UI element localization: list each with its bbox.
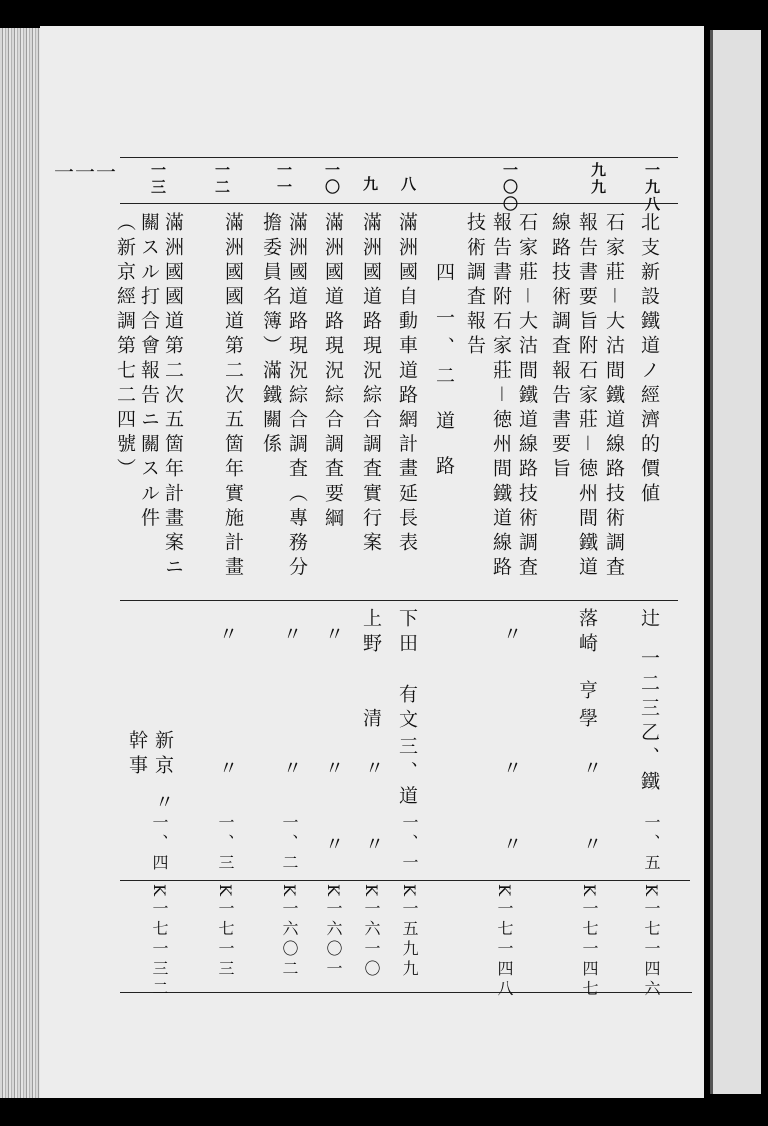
entry-author: 〃	[500, 624, 522, 649]
entry-title: 石家莊－大沽間鐵道線路技術調査	[516, 212, 538, 581]
next-page-edge	[710, 30, 761, 1094]
rule-mid	[120, 600, 678, 601]
entry-number: 九九	[589, 162, 607, 196]
entry-author: 辻	[638, 608, 660, 633]
entry-author: 下田	[396, 608, 418, 658]
entry-title: 滿洲國國道第二次五箇年實施計畫	[222, 212, 244, 581]
entry-org: 三、道	[396, 736, 418, 810]
entry-title: 技術調査報告	[464, 212, 486, 360]
entry-org: 〃	[500, 758, 522, 783]
entry-number: 一三	[149, 162, 167, 196]
entry-volume: 一、一	[400, 814, 419, 874]
entry-author: 〃	[322, 624, 344, 649]
entry-code: K一六一〇	[362, 884, 381, 980]
entry-org: 〃	[280, 758, 302, 783]
entry-org: 〃	[580, 758, 602, 783]
entry-author: 幹事	[126, 730, 148, 780]
entry-code: K一七一四八	[495, 884, 514, 1000]
entry-number: 九	[361, 176, 379, 193]
book-spine	[0, 28, 42, 1098]
entry-code: K一七一三二	[150, 884, 169, 1000]
entry-org: 〃	[322, 758, 344, 783]
entry-author: 清	[360, 708, 382, 733]
entry-volume: 〃	[580, 834, 602, 859]
rule-top	[120, 157, 678, 158]
entry-title: 滿洲國道路現況綜合調査（專務分	[286, 212, 308, 581]
entry-author: 有文	[396, 684, 418, 734]
entry-author: 落崎	[576, 608, 598, 658]
entry-code: K一六〇二	[280, 884, 299, 980]
entry-title: 石家莊－大沽間鐵道線路技術調査	[603, 212, 625, 581]
entry-author: 〃	[280, 624, 302, 649]
entry-code: K一七一四六	[642, 884, 661, 1000]
entry-title: 滿洲國國道第二次五箇年計畫案ニ	[162, 212, 184, 581]
entry-volume: 一、二	[280, 814, 299, 874]
entry-volume: 〃	[362, 834, 384, 859]
rule-header	[120, 203, 678, 204]
entry-author: 學	[576, 708, 598, 733]
entry-org: 〃	[152, 792, 174, 817]
entry-volume: 一、五	[642, 814, 661, 874]
entry-title: 擔委員名簿）滿鐵關係	[260, 212, 282, 458]
entry-title: 滿洲國道路現況綜合調査實行案	[360, 212, 382, 557]
entry-title: 報告書要旨附石家莊－徳州間鐵道	[576, 212, 598, 581]
entry-org: 一二三乙、鐵	[638, 648, 660, 796]
entry-org: 〃	[216, 758, 238, 783]
page-number: 一一一	[54, 160, 117, 184]
entry-title: 報告書附石家莊－徳州間鐵道線路	[490, 212, 512, 581]
entry-org: 〃	[362, 758, 384, 783]
entry-volume: 〃	[322, 834, 344, 859]
entry-author: 亨	[576, 680, 598, 705]
entry-number: 一九八	[643, 162, 661, 213]
rule-bottom	[120, 992, 692, 993]
entry-number: 八	[399, 176, 417, 193]
entry-code: K一五九九	[400, 884, 419, 980]
entry-volume: 一、三	[216, 814, 235, 874]
entry-author: 〃	[216, 624, 238, 649]
section-heading: 四 一、二 道 路	[433, 262, 455, 485]
entry-code: K一七一三	[216, 884, 235, 980]
entry-code: K一六〇一	[324, 884, 343, 980]
entry-number: 一二	[213, 162, 231, 196]
entry-number: 一〇〇	[501, 162, 519, 213]
entry-title: 線路技術調査報告書要旨	[549, 212, 571, 483]
entry-title: 關スル打合會報告ニ關スル件	[138, 212, 160, 532]
entry-author: 上野	[360, 608, 382, 658]
entry-number: 一一	[275, 162, 293, 196]
entry-number: 一〇	[323, 162, 341, 196]
entry-title: （新京經調第七二四號）	[114, 212, 136, 483]
rule-lower	[120, 880, 690, 881]
entry-volume: 〃	[500, 834, 522, 859]
entry-code: K一七一四七	[580, 884, 599, 1000]
entry-volume: 一、四	[150, 814, 169, 874]
entry-title: 北支新設鐵道ノ經濟的價値	[638, 212, 660, 508]
entry-title: 滿洲國自動車道路網計畫延長表	[396, 212, 418, 557]
entry-author: 新京	[152, 730, 174, 780]
entry-title: 滿洲國道路現況綜合調査要綱	[322, 212, 344, 532]
